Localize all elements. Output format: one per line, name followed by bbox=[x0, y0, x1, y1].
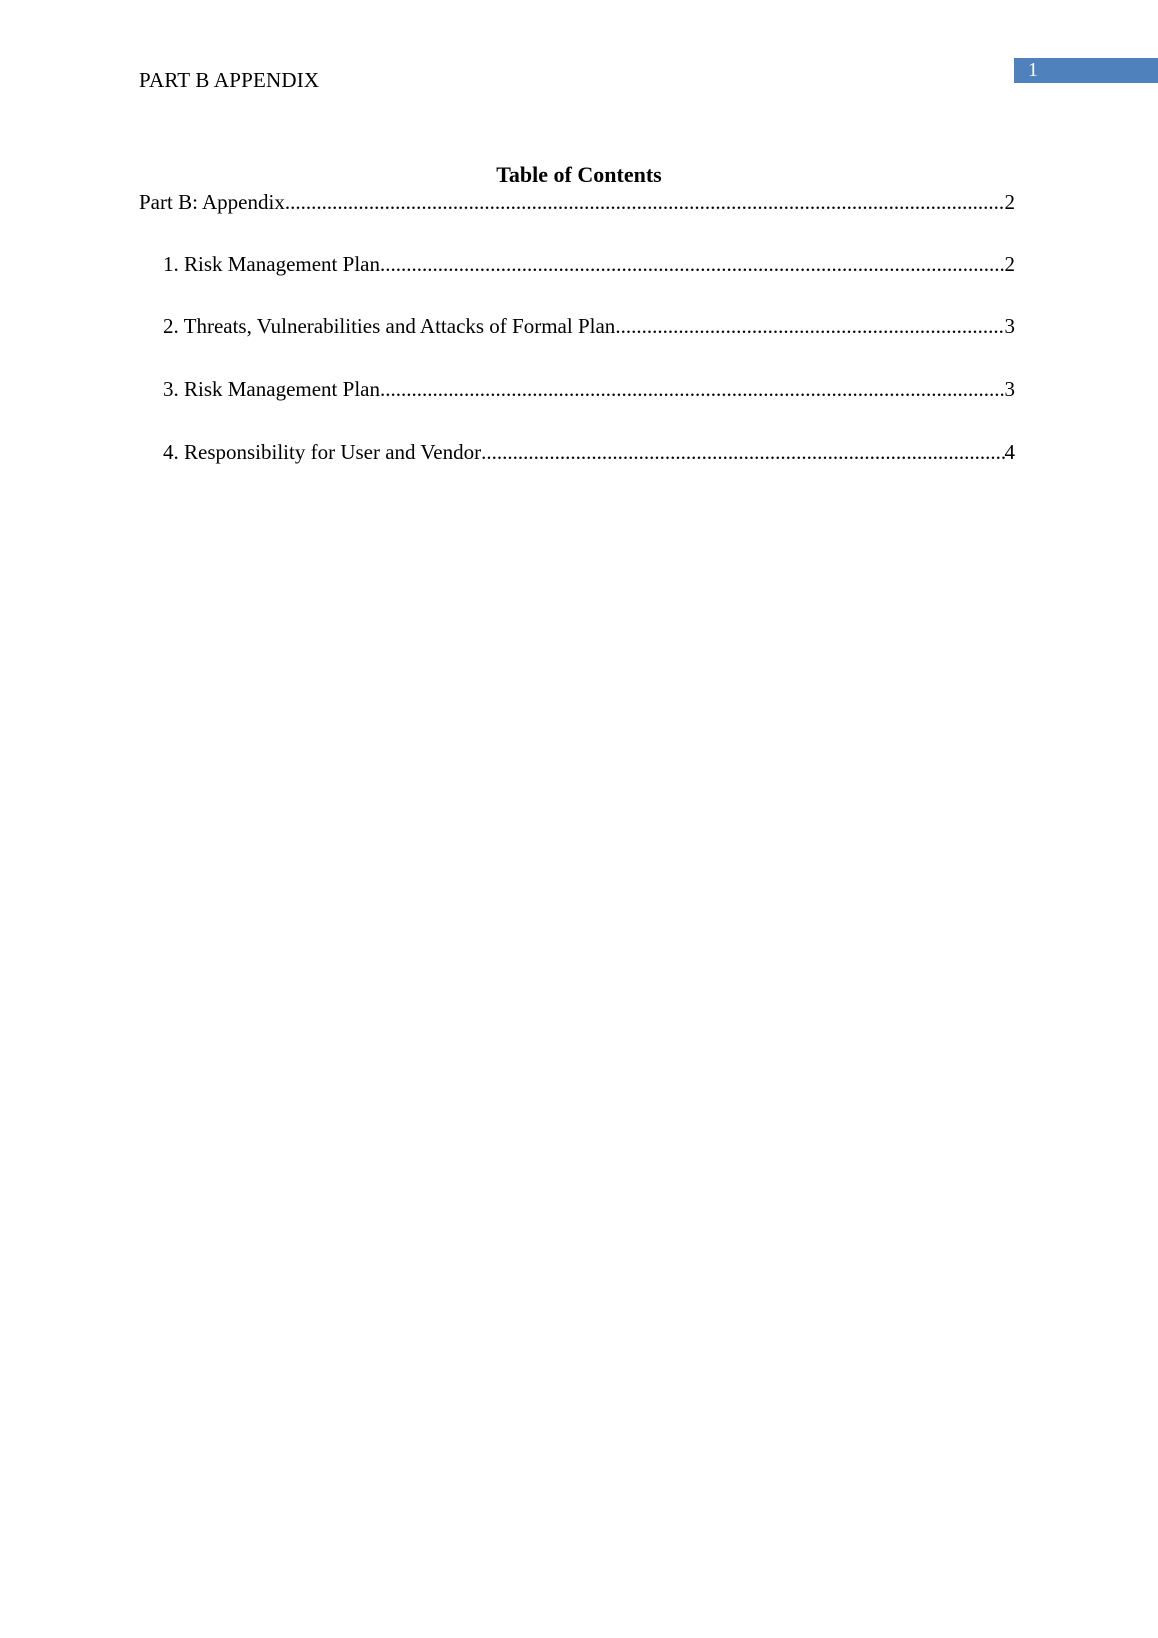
toc-entry-label: 2. Threats, Vulnerabilities and Attacks of Formal Plan bbox=[163, 314, 616, 338]
page-number: 1 bbox=[1028, 59, 1038, 81]
toc-heading: Table of Contents bbox=[496, 162, 662, 187]
toc-entry-page: 3 bbox=[1004, 377, 1015, 401]
toc-dot-leader bbox=[285, 190, 1005, 215]
toc-entry-label: 3. Risk Management Plan bbox=[163, 377, 380, 401]
toc-entry-page: 3 bbox=[1004, 314, 1015, 338]
toc-entry-part-b-appendix[interactable] bbox=[139, 190, 1015, 220]
toc-dot-leader bbox=[380, 377, 1005, 402]
toc-dot-leader bbox=[380, 252, 1005, 277]
toc-entry-responsibility-user-vendor[interactable] bbox=[139, 440, 1015, 470]
page-number-badge bbox=[1014, 58, 1158, 83]
toc-entry-page: 4 bbox=[1004, 440, 1015, 464]
toc-entry-label: 1. Risk Management Plan bbox=[163, 252, 380, 276]
toc-entry-threats-vulnerabilities[interactable] bbox=[139, 314, 1015, 344]
toc-entry-page: 2 bbox=[1004, 190, 1015, 214]
toc-entry-label: Part B: Appendix bbox=[139, 190, 285, 214]
toc-dot-leader bbox=[481, 440, 1004, 465]
toc-entry-page: 2 bbox=[1004, 252, 1015, 276]
table-of-contents bbox=[139, 190, 1015, 470]
toc-entry-risk-management-plan-3[interactable] bbox=[139, 377, 1015, 407]
toc-entry-label: 4. Responsibility for User and Vendor bbox=[163, 440, 482, 464]
toc-dot-leader bbox=[615, 314, 1004, 339]
toc-entry-risk-management-plan-1[interactable] bbox=[139, 252, 1015, 282]
running-header-title: PART B APPENDIX bbox=[139, 68, 320, 92]
